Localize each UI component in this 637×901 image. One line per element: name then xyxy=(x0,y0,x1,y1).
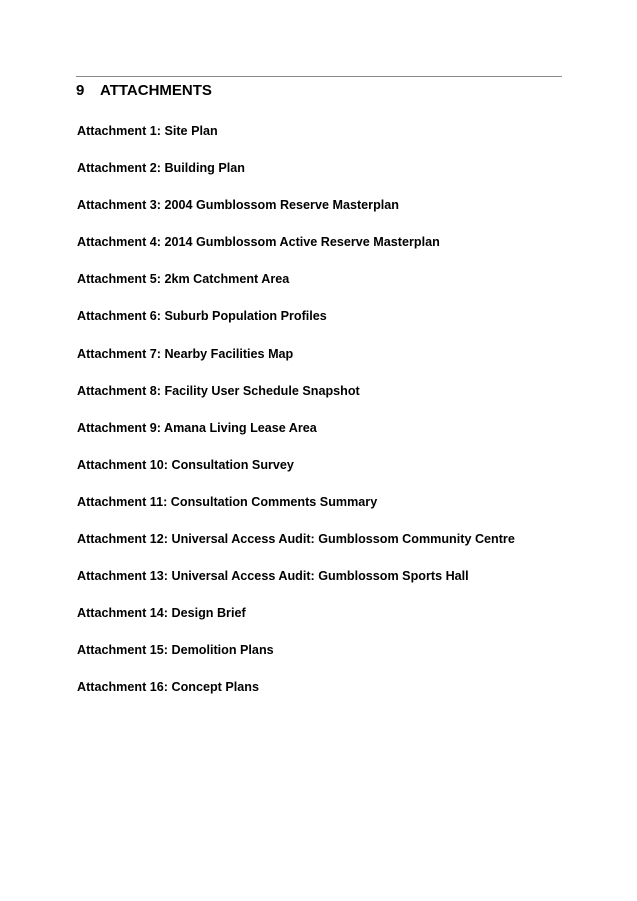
attachment-item: Attachment 3: 2004 Gumblossom Reserve Masterplan xyxy=(77,198,399,213)
section-title: ATTACHMENTS xyxy=(100,82,212,99)
attachment-list xyxy=(77,123,515,717)
attachment-item: Attachment 16: Concept Plans xyxy=(77,680,259,695)
attachment-item: Attachment 9: Amana Living Lease Area xyxy=(77,420,317,435)
attachment-item: Attachment 11: Consultation Comments Summary xyxy=(77,494,378,509)
attachment-item: Attachment 15: Demolition Plans xyxy=(77,643,274,658)
horizontal-rule xyxy=(76,76,562,77)
attachment-item: Attachment 5: 2km Catchment Area xyxy=(77,272,290,287)
section-heading xyxy=(76,82,212,100)
section-number: 9 xyxy=(76,82,85,99)
attachment-item: Attachment 8: Facility User Schedule Snapshot xyxy=(77,383,360,398)
attachment-item: Attachment 10: Consultation Survey xyxy=(77,457,294,472)
attachment-item: Attachment 7: Nearby Facilities Map xyxy=(77,346,294,361)
attachment-item: Attachment 12: Universal Access Audit: Gumblossom Community Centre xyxy=(77,532,515,547)
attachment-item: Attachment 4: 2014 Gumblossom Active Reserve Masterplan xyxy=(77,235,440,250)
attachment-item: Attachment 13: Universal Access Audit: Gumblossom Sports Hall xyxy=(77,569,469,584)
attachment-item: Attachment 2: Building Plan xyxy=(77,161,245,176)
attachment-item: Attachment 14: Design Brief xyxy=(77,606,246,621)
attachment-item: Attachment 6: Suburb Population Profiles xyxy=(77,309,327,324)
attachment-item: Attachment 1: Site Plan xyxy=(77,124,218,138)
